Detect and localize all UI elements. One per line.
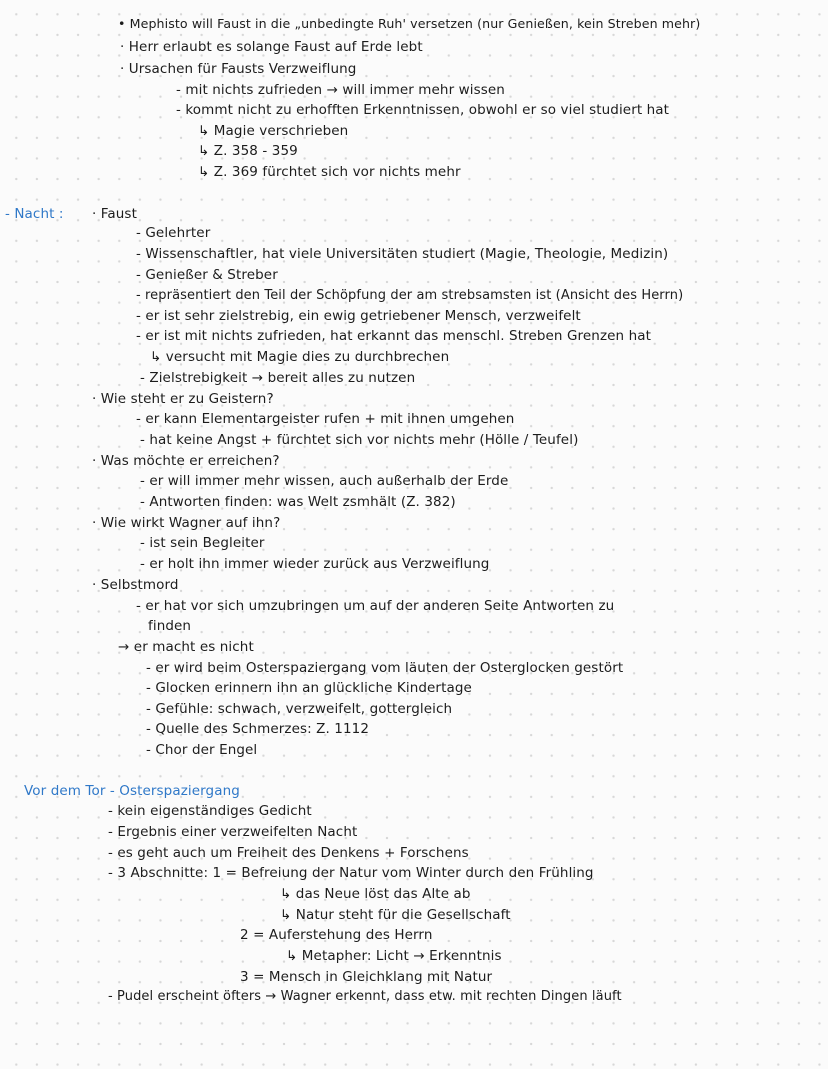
note-line: · Wie steht er zu Geistern? — [92, 391, 274, 407]
note-line: · Selbstmord — [92, 577, 179, 593]
note-line: ↳ Magie verschrieben — [198, 123, 349, 139]
note-line: - Gefühle: schwach, verzweifelt, gottergleich — [146, 701, 453, 717]
note-line: - er hat vor sich umzubringen um auf der anderen Seite Antworten zu — [136, 598, 615, 614]
note-line: ↳ Metapher: Licht → Erkenntnis — [286, 948, 502, 964]
note-line: - kommt nicht zu erhofften Erkenntnissen, obwohl er so viel studiert hat — [176, 102, 670, 118]
note-line: - er will immer mehr wissen, auch außerhalb der Erde — [140, 473, 509, 489]
section-heading-nacht: - Nacht : — [5, 206, 64, 222]
note-line: - Pudel erscheint öfters → Wagner erkennt, dass etw. mit rechten Dingen läuft — [108, 989, 622, 1004]
note-line: - er ist mit nichts zufrieden, hat erkannt das menschl. Streben Grenzen hat — [136, 328, 652, 344]
note-line: - er holt ihn immer wieder zurück aus Verzweiflung — [140, 556, 490, 572]
note-line: - Wissenschaftler, hat viele Universitäten studiert (Magie, Theologie, Medizin) — [136, 246, 669, 262]
note-line: → er macht es nicht — [118, 639, 254, 655]
note-line: - ist sein Begleiter — [140, 535, 265, 551]
note-line: - er ist sehr zielstrebig, ein ewig getriebener Mensch, verzweifelt — [136, 308, 581, 324]
note-line: ↳ das Neue löst das Alte ab — [280, 886, 471, 902]
note-line: - Ergebnis einer verzweifelten Nacht — [108, 824, 358, 840]
note-line: - Antworten finden: was Welt zsmhält (Z. 382) — [140, 494, 456, 510]
note-line: - hat keine Angst + fürchtet sich vor nichts mehr (Hölle / Teufel) — [140, 432, 579, 448]
note-line: - es geht auch um Freiheit des Denkens + Forschens — [108, 845, 469, 861]
note-line: - mit nichts zufrieden → will immer mehr wissen — [176, 82, 505, 98]
note-line: - er kann Elementargeister rufen + mit ihnen umgehen — [136, 411, 515, 427]
note-line: - er wird beim Osterspaziergang vom läuten der Osterglocken gestört — [146, 660, 624, 676]
note-line: 2 = Auferstehung des Herrn — [240, 927, 433, 943]
note-line: · Faust — [92, 206, 137, 222]
note-line: ↳ Z. 358 - 359 — [198, 143, 298, 159]
note-line: • Mephisto will Faust in die „unbedingte Ruh' versetzen (nur Genießen, kein Streben mehr) — [118, 16, 701, 31]
note-line: - 3 Abschnitte: 1 = Befreiung der Natur vom Winter durch den Frühling — [108, 865, 594, 881]
note-line: ↳ versucht mit Magie dies zu durchbrechen — [150, 349, 450, 365]
note-line: · Wie wirkt Wagner auf ihn? — [92, 515, 281, 531]
note-line: - kein eigenständiges Gedicht — [108, 803, 312, 819]
note-line: ↳ Z. 369 fürchtet sich vor nichts mehr — [198, 164, 461, 180]
note-line: - Chor der Engel — [146, 742, 258, 758]
note-line: · Herr erlaubt es solange Faust auf Erde lebt — [120, 39, 423, 55]
note-line: - Glocken erinnern ihn an glückliche Kindertage — [146, 680, 472, 696]
note-line: 3 = Mensch in Gleichklang mit Natur — [240, 969, 493, 985]
note-line: - Gelehrter — [136, 225, 211, 241]
note-line: - Genießer & Streber — [136, 267, 278, 283]
note-line: - Zielstrebigkeit → bereit alles zu nutzen — [140, 370, 416, 386]
note-line: · Ursachen für Fausts Verzweiflung — [120, 61, 357, 77]
note-line: ↳ Natur steht für die Gesellschaft — [280, 907, 511, 923]
note-line: · Was möchte er erreichen? — [92, 453, 280, 469]
note-line: - Quelle des Schmerzes: Z. 1112 — [146, 721, 370, 737]
note-line: finden — [148, 618, 192, 634]
section-heading-vor-dem-tor: Vor dem Tor - Osterspaziergang — [24, 783, 240, 799]
note-line: - repräsentiert den Teil der Schöpfung der am strebsamsten ist (Ansicht des Herrn) — [136, 288, 684, 303]
